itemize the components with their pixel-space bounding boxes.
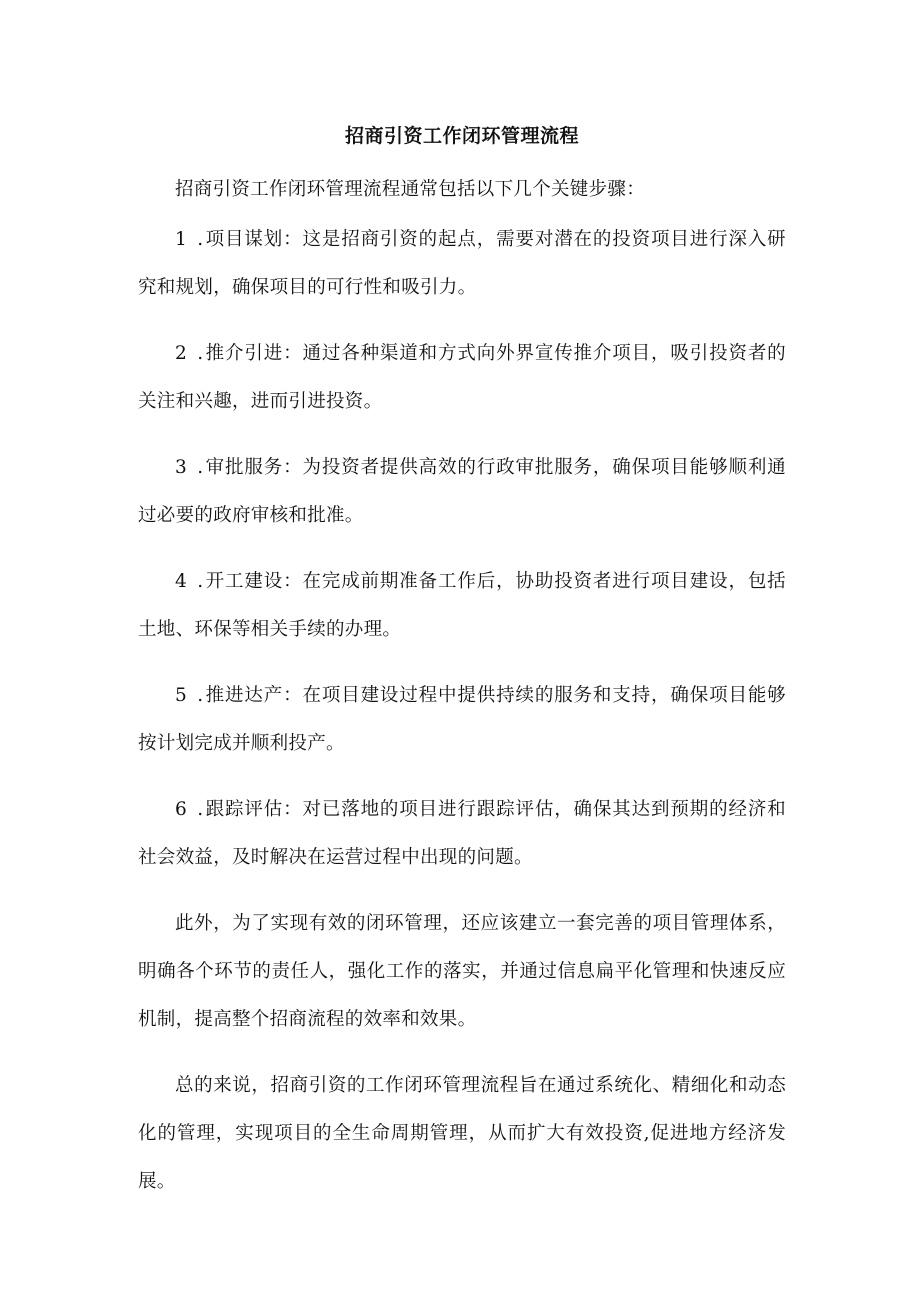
step-4-text: 开工建设：在完成前期准备工作后，协助投资者进行项目建设，包括土地、环保等相关手续的办理。 [138,571,786,640]
step-2-number: 2 . [175,343,206,364]
step-3-number: 3 . [175,457,206,478]
summary-paragraph: 总的来说，招商引资的工作闭环管理流程旨在通过系统化、精细化和动态化的管理，实现项目的全生命周期管理，从而扩大有效投资,促进地方经济发展。 [138,1075,786,1192]
step-5-text: 推进达产：在项目建设过程中提供持续的服务和支持，确保项目能够按计划完成并顺利投产。 [138,685,786,754]
step-4-number: 4 . [175,571,206,592]
step-6 [138,786,786,882]
document-title: 招商引资工作闭环管理流程 [344,125,579,147]
step-4 [138,558,786,654]
intro-paragraph: 招商引资工作闭环管理流程通常包括以下几个关键步骤： [175,179,646,200]
step-3-text: 审批服务：为投资者提供高效的行政审批服务，确保项目能够顺利通过必要的政府审核和批准。 [138,457,786,526]
step-5-number: 5 . [175,685,206,706]
step-6-text: 跟踪评估：对已落地的项目进行跟踪评估，确保其达到预期的经济和社会效益，及时解决在运营过程中出现的问题。 [138,799,786,868]
step-3 [138,444,786,540]
step-1 [138,216,786,312]
step-1-number: 1 . [175,229,206,250]
step-5 [138,672,786,768]
additional-paragraph: 此外，为了实现有效的闭环管理，还应该建立一套完善的项目管理体系，明确各个环节的责任人，强化工作的落实，并通过信息扁平化管理和快速反应机制，提高整个招商流程的效率和效果。 [138,913,786,1030]
step-2 [138,330,786,426]
document-body [138,118,786,1224]
step-2-text: 推介引进：通过各种渠道和方式向外界宣传推介项目，吸引投资者的关注和兴趣，进而引进投资。 [138,343,786,412]
step-1-text: 项目谋划：这是招商引资的起点，需要对潜在的投资项目进行深入研究和规划，确保项目的可行性和吸引力。 [138,229,786,298]
step-6-number: 6 . [175,799,206,820]
